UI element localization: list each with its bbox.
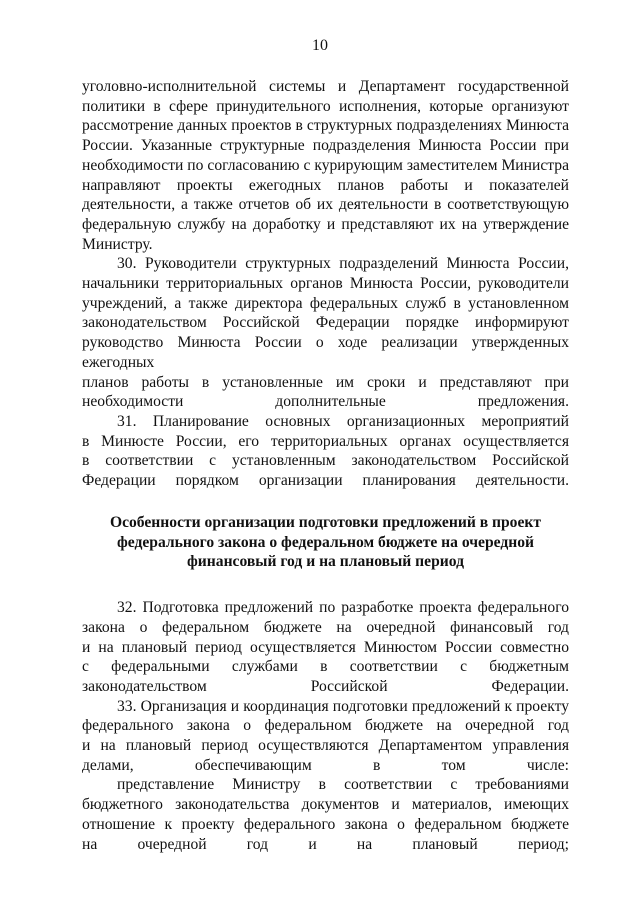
text-line: рассмотрение данных проектов в структурных подразделениях Минюста	[82, 117, 569, 135]
text-line: учреждений, а также директора федеральных служб в установленном	[82, 294, 569, 312]
text-line: уголовно-исполнительной системы и Департамент государственной	[82, 78, 569, 95]
heading-line: финансовый год и на плановый период	[187, 553, 464, 571]
heading-line: федерального закона о федеральном бюджете на очередной	[116, 533, 535, 551]
text-line: в соответствии с установленным законодательством Российской	[82, 452, 569, 470]
text-line: необходимости по согласованию с курирующим заместителем Министра	[82, 156, 569, 174]
text-line: отношение к проекту федерального закона о федеральном бюджете	[82, 815, 569, 833]
text-line: федеральную службу на доработку и представляют их на утверждение	[82, 215, 569, 233]
text-line: бюджетного законодательства документов и материалов, имеющих	[82, 796, 569, 814]
text-line: и на плановый период осуществляются Департаментом управления	[82, 737, 569, 755]
text-line: и на плановый период осуществляется Минюстом России совместно	[82, 638, 569, 656]
text-line: руководство Минюста России о ходе реализации утвержденных ежегодных	[82, 334, 569, 371]
paragraph-33-item	[82, 775, 569, 854]
text-line: 33. Организация и координация подготовки предложений к проекту	[117, 697, 569, 715]
text-line: делами, обеспечивающим в том числе:	[82, 756, 569, 774]
page-number: 10	[312, 37, 328, 54]
paragraph-29-continued	[82, 77, 569, 254]
text-line: политики в сфере принудительного исполнения, которые организуют	[82, 97, 569, 115]
heading-line: Особенности организации подготовки предложений в проект	[109, 513, 542, 531]
document-body	[82, 77, 569, 854]
text-line: Министру.	[82, 235, 153, 253]
text-line: законодательством Российской Федерации порядке информируют	[82, 314, 569, 332]
text-line: направляют проекты ежегодных планов работы и показателей	[82, 176, 569, 194]
text-line: представление Министру в соответствии с требованиями	[117, 776, 569, 794]
text-line: 30. Руководители структурных подразделений Минюста России,	[117, 255, 569, 273]
text-line: необходимости дополнительные предложения.	[82, 393, 569, 411]
text-line: России. Указанные структурные подразделения Минюста России при	[82, 137, 569, 155]
paragraph-32	[82, 598, 569, 697]
text-line: начальники территориальных органов Минюста России, руководители	[82, 275, 569, 293]
paragraph-33	[82, 697, 569, 776]
text-line: федерального закона о федеральном бюджете на очередной год	[82, 717, 569, 735]
text-line: закона о федеральном бюджете на очередной финансовый год	[82, 618, 569, 636]
text-line: Федерации порядком организации планирования деятельности.	[82, 472, 569, 490]
text-line: в Минюсте России, его территориальных органах осуществляется	[82, 432, 569, 450]
section-heading	[82, 513, 569, 572]
paragraph-30	[82, 254, 569, 412]
text-line: на очередной год и на плановый период;	[82, 835, 569, 853]
text-line: 31. Планирование основных организационных мероприятий	[117, 412, 569, 430]
text-line: с федеральными службами в соответствии с бюджетным	[82, 658, 569, 676]
paragraph-31	[82, 412, 569, 491]
text-line: планов работы в установленные им сроки и представляют при	[82, 373, 569, 391]
text-line: 32. Подготовка предложений по разработке проекта федерального	[117, 599, 569, 617]
text-line: деятельности, а также отчетов об их деятельности в соответствующую	[82, 196, 569, 214]
text-line: законодательством Российской Федерации.	[82, 677, 569, 695]
